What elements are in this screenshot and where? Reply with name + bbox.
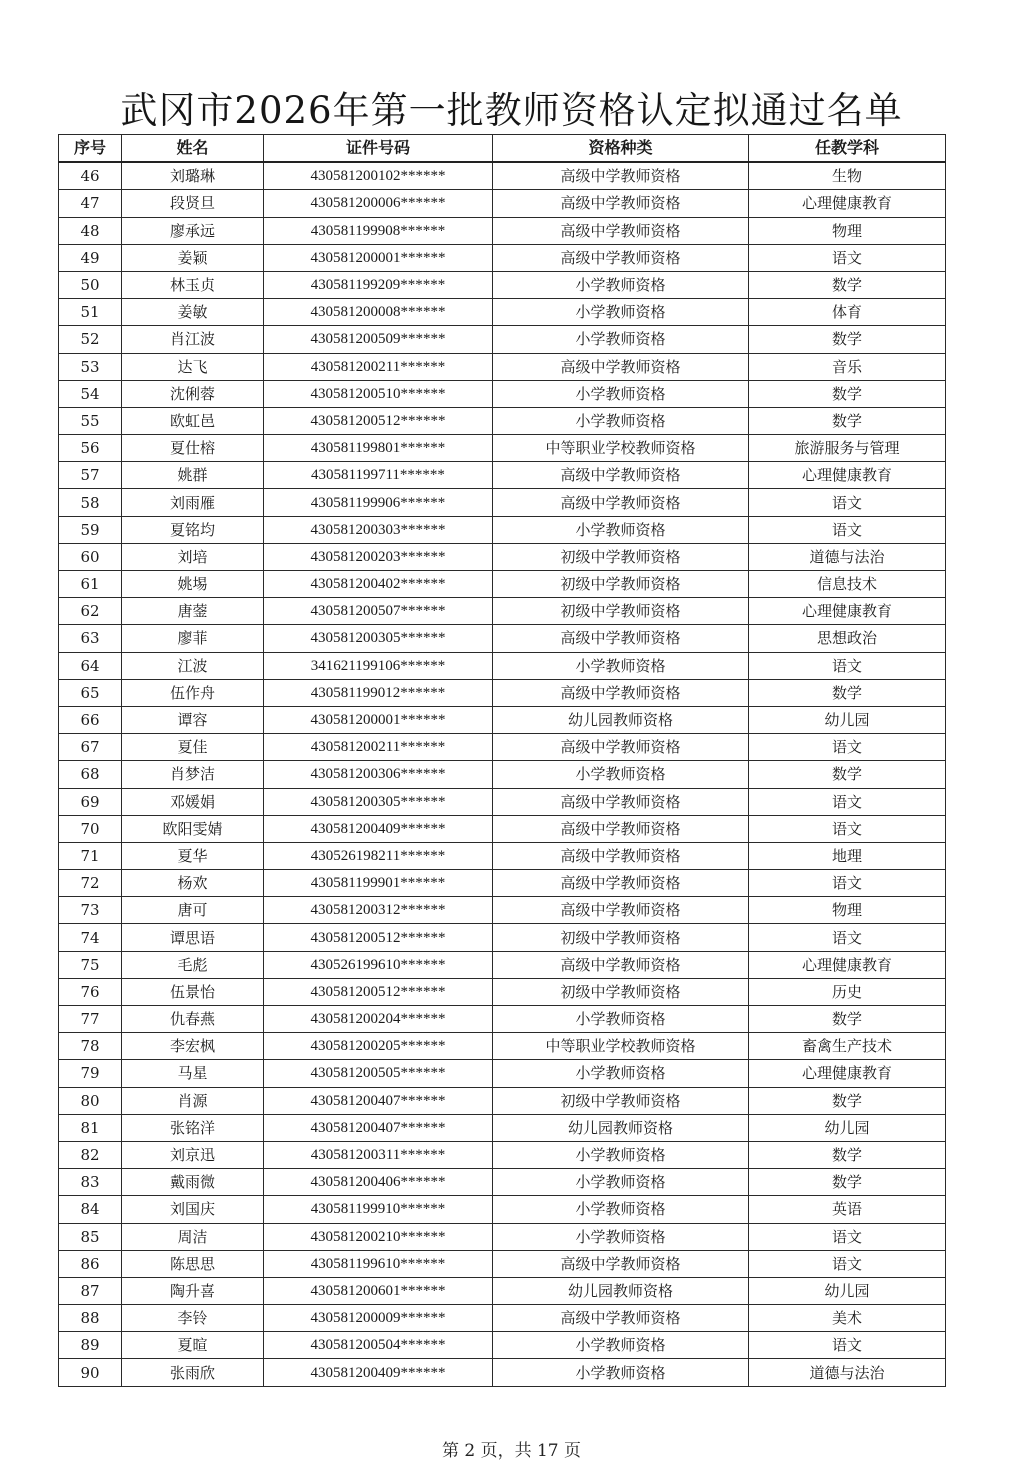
table-row [59,788,946,815]
name-cell: 姜颖 [122,244,264,271]
table-row [59,978,946,1005]
id-number-cell: 430581200601****** [264,1277,493,1304]
qualification-cell: 高级中学教师资格 [493,815,749,842]
subject-cell: 语文 [749,734,946,761]
table-row [59,706,946,733]
table-row [59,598,946,625]
column-header-qualification: 资格种类 [493,135,749,163]
table-row [59,734,946,761]
seq-cell: 85 [59,1223,122,1250]
subject-cell: 思想政治 [749,625,946,652]
header-row [59,135,946,163]
table-row [59,299,946,326]
qualification-cell: 初级中学教师资格 [493,1087,749,1114]
id-number-cell: 430581200205****** [264,1033,493,1060]
seq-cell: 79 [59,1060,122,1087]
name-cell: 段贤旦 [122,190,264,217]
subject-cell: 数学 [749,1141,946,1168]
table-row [59,1305,946,1332]
id-number-cell: 430581200211****** [264,353,493,380]
id-number-cell: 430581200006****** [264,190,493,217]
subject-cell: 语文 [749,244,946,271]
seq-cell: 89 [59,1332,122,1359]
seq-cell: 77 [59,1006,122,1033]
qualification-cell: 小学教师资格 [493,326,749,353]
id-number-cell: 430581200504****** [264,1332,493,1359]
seq-cell: 60 [59,543,122,570]
name-cell: 邓媛娟 [122,788,264,815]
seq-cell: 65 [59,679,122,706]
id-number-cell: 430581200306****** [264,761,493,788]
subject-cell: 幼儿园 [749,1114,946,1141]
subject-cell: 数学 [749,271,946,298]
qualification-cell: 小学教师资格 [493,1359,749,1386]
subject-cell: 数学 [749,1006,946,1033]
id-number-cell: 430581200009****** [264,1305,493,1332]
table-row [59,162,946,190]
name-cell: 肖江波 [122,326,264,353]
table-row [59,1196,946,1223]
table-row [59,462,946,489]
seq-cell: 64 [59,652,122,679]
name-cell: 张雨欣 [122,1359,264,1386]
qualification-cell: 小学教师资格 [493,1169,749,1196]
name-cell: 欧虹邑 [122,407,264,434]
name-cell: 欧阳雯婧 [122,815,264,842]
seq-cell: 47 [59,190,122,217]
seq-cell: 86 [59,1250,122,1277]
column-header-subject: 任教学科 [749,135,946,163]
subject-cell: 语文 [749,1223,946,1250]
table-row [59,1250,946,1277]
subject-cell: 语文 [749,516,946,543]
seq-cell: 71 [59,842,122,869]
name-cell: 刘国庆 [122,1196,264,1223]
table-row [59,679,946,706]
name-cell: 仇春燕 [122,1006,264,1033]
id-number-cell: 430581200102****** [264,162,493,190]
table-row [59,761,946,788]
subject-cell: 信息技术 [749,571,946,598]
table-row [59,652,946,679]
table-row [59,190,946,217]
qualification-cell: 小学教师资格 [493,407,749,434]
seq-cell: 72 [59,870,122,897]
seq-cell: 67 [59,734,122,761]
id-number-cell: 430581200001****** [264,706,493,733]
table-row [59,571,946,598]
qualification-cell: 高级中学教师资格 [493,162,749,190]
seq-cell: 68 [59,761,122,788]
seq-cell: 81 [59,1114,122,1141]
table-row [59,1087,946,1114]
id-number-cell: 430581200001****** [264,244,493,271]
name-cell: 唐蓥 [122,598,264,625]
id-number-cell: 430581200402****** [264,571,493,598]
name-cell: 肖源 [122,1087,264,1114]
qualification-cell: 初级中学教师资格 [493,571,749,598]
table-row [59,870,946,897]
seq-cell: 82 [59,1141,122,1168]
name-cell: 李铃 [122,1305,264,1332]
seq-cell: 51 [59,299,122,326]
subject-cell: 英语 [749,1196,946,1223]
table-row [59,244,946,271]
subject-cell: 历史 [749,978,946,1005]
qualification-cell: 高级中学教师资格 [493,217,749,244]
subject-cell: 物理 [749,217,946,244]
seq-cell: 66 [59,706,122,733]
id-number-cell: 430581200305****** [264,625,493,652]
qualification-cell: 高级中学教师资格 [493,951,749,978]
page-footer: 第 2 页，共 17 页 [441,1441,582,1461]
id-number-cell: 341621199106****** [264,652,493,679]
id-number-cell: 430581199908****** [264,217,493,244]
seq-cell: 74 [59,924,122,951]
table-row [59,407,946,434]
table-row [59,1223,946,1250]
id-number-cell: 430581200305****** [264,788,493,815]
subject-cell: 幼儿园 [749,1277,946,1304]
id-number-cell: 430526198211****** [264,842,493,869]
name-cell: 姜敏 [122,299,264,326]
name-cell: 陈思思 [122,1250,264,1277]
seq-cell: 58 [59,489,122,516]
qualification-cell: 中等职业学校教师资格 [493,1033,749,1060]
seq-cell: 62 [59,598,122,625]
id-number-cell: 430581200510****** [264,380,493,407]
subject-cell: 数学 [749,761,946,788]
subject-cell: 幼儿园 [749,706,946,733]
subject-cell: 语文 [749,652,946,679]
qualification-cell: 小学教师资格 [493,1332,749,1359]
name-cell: 肖梦洁 [122,761,264,788]
qualification-cell: 高级中学教师资格 [493,462,749,489]
name-cell: 陶升喜 [122,1277,264,1304]
id-number-cell: 430581200406****** [264,1169,493,1196]
id-number-cell: 430581200512****** [264,407,493,434]
name-cell: 姚群 [122,462,264,489]
page-title: 武冈市2026年第一批教师资格认定拟通过名单 [120,89,903,132]
qualification-cell: 幼儿园教师资格 [493,1277,749,1304]
name-cell: 廖菲 [122,625,264,652]
seq-cell: 76 [59,978,122,1005]
id-number-cell: 430581199901****** [264,870,493,897]
id-number-cell: 430581199209****** [264,271,493,298]
name-cell: 伍景怡 [122,978,264,1005]
name-cell: 林玉贞 [122,271,264,298]
name-cell: 沈俐蓉 [122,380,264,407]
table-row [59,543,946,570]
seq-cell: 46 [59,162,122,190]
subject-cell: 音乐 [749,353,946,380]
name-cell: 毛彪 [122,951,264,978]
qualification-cell: 小学教师资格 [493,1196,749,1223]
seq-cell: 87 [59,1277,122,1304]
qualification-cell: 小学教师资格 [493,1141,749,1168]
table-row [59,815,946,842]
name-cell: 刘京迅 [122,1141,264,1168]
table-row [59,1359,946,1386]
seq-cell: 83 [59,1169,122,1196]
subject-cell: 旅游服务与管理 [749,435,946,462]
name-cell: 谭容 [122,706,264,733]
table-row [59,489,946,516]
id-number-cell: 430581200303****** [264,516,493,543]
subject-cell: 畜禽生产技术 [749,1033,946,1060]
name-cell: 刘雨雁 [122,489,264,516]
qualification-cell: 中等职业学校教师资格 [493,435,749,462]
seq-cell: 63 [59,625,122,652]
qualification-cell: 高级中学教师资格 [493,353,749,380]
roster-body [59,162,946,1386]
seq-cell: 49 [59,244,122,271]
subject-cell: 数学 [749,407,946,434]
subject-cell: 语文 [749,1332,946,1359]
subject-cell: 心理健康教育 [749,598,946,625]
id-number-cell: 430581199910****** [264,1196,493,1223]
qualification-cell: 初级中学教师资格 [493,598,749,625]
subject-cell: 语文 [749,924,946,951]
table-row [59,1169,946,1196]
qualification-cell: 高级中学教师资格 [493,190,749,217]
qualification-cell: 高级中学教师资格 [493,897,749,924]
name-cell: 张铭洋 [122,1114,264,1141]
table-row [59,1332,946,1359]
name-cell: 夏铭均 [122,516,264,543]
table-row [59,271,946,298]
subject-cell: 美术 [749,1305,946,1332]
seq-cell: 53 [59,353,122,380]
subject-cell: 心理健康教育 [749,951,946,978]
seq-cell: 90 [59,1359,122,1386]
seq-cell: 57 [59,462,122,489]
qualification-cell: 幼儿园教师资格 [493,706,749,733]
id-number-cell: 430581200204****** [264,1006,493,1033]
subject-cell: 语文 [749,870,946,897]
table-row [59,1060,946,1087]
seq-cell: 52 [59,326,122,353]
column-header-seq: 序号 [59,135,122,163]
id-number-cell: 430581199610****** [264,1250,493,1277]
table-row [59,326,946,353]
name-cell: 刘培 [122,543,264,570]
seq-cell: 75 [59,951,122,978]
seq-cell: 84 [59,1196,122,1223]
id-number-cell: 430581200509****** [264,326,493,353]
seq-cell: 54 [59,380,122,407]
id-number-cell: 430581199711****** [264,462,493,489]
qualification-cell: 小学教师资格 [493,1060,749,1087]
seq-cell: 61 [59,571,122,598]
seq-cell: 56 [59,435,122,462]
subject-cell: 数学 [749,326,946,353]
name-cell: 夏华 [122,842,264,869]
id-number-cell: 430581200409****** [264,1359,493,1386]
seq-cell: 73 [59,897,122,924]
seq-cell: 70 [59,815,122,842]
id-number-cell: 430581200409****** [264,815,493,842]
subject-cell: 物理 [749,897,946,924]
column-header-id-number: 证件号码 [264,135,493,163]
name-cell: 马星 [122,1060,264,1087]
seq-cell: 50 [59,271,122,298]
qualification-cell: 小学教师资格 [493,1223,749,1250]
roster-header [59,135,946,163]
table-row [59,380,946,407]
name-cell: 江波 [122,652,264,679]
name-cell: 周洁 [122,1223,264,1250]
table-row [59,1114,946,1141]
id-number-cell: 430581200505****** [264,1060,493,1087]
column-header-name: 姓名 [122,135,264,163]
qualification-cell: 高级中学教师资格 [493,625,749,652]
qualification-cell: 初级中学教师资格 [493,924,749,951]
table-row [59,924,946,951]
table-row [59,516,946,543]
table-row [59,217,946,244]
subject-cell: 数学 [749,1169,946,1196]
id-number-cell: 430581200407****** [264,1087,493,1114]
table-row [59,435,946,462]
qualification-cell: 小学教师资格 [493,299,749,326]
id-number-cell: 430581200312****** [264,897,493,924]
qualification-cell: 高级中学教师资格 [493,679,749,706]
qualification-cell: 小学教师资格 [493,652,749,679]
table-row [59,625,946,652]
table-row [59,1006,946,1033]
seq-cell: 59 [59,516,122,543]
id-number-cell: 430581200512****** [264,978,493,1005]
id-number-cell: 430581200203****** [264,543,493,570]
qualification-cell: 小学教师资格 [493,271,749,298]
qualification-cell: 高级中学教师资格 [493,1250,749,1277]
name-cell: 廖承远 [122,217,264,244]
qualification-cell: 小学教师资格 [493,1006,749,1033]
id-number-cell: 430581200311****** [264,1141,493,1168]
subject-cell: 道德与法治 [749,543,946,570]
subject-cell: 语文 [749,815,946,842]
qualification-cell: 幼儿园教师资格 [493,1114,749,1141]
roster-table [58,134,946,1387]
seq-cell: 88 [59,1305,122,1332]
subject-cell: 心理健康教育 [749,190,946,217]
subject-cell: 语文 [749,788,946,815]
table-row [59,353,946,380]
name-cell: 唐可 [122,897,264,924]
qualification-cell: 小学教师资格 [493,380,749,407]
qualification-cell: 高级中学教师资格 [493,870,749,897]
seq-cell: 55 [59,407,122,434]
qualification-cell: 高级中学教师资格 [493,1305,749,1332]
subject-cell: 道德与法治 [749,1359,946,1386]
table-row [59,1033,946,1060]
table-row [59,1277,946,1304]
subject-cell: 心理健康教育 [749,1060,946,1087]
name-cell: 夏仕榕 [122,435,264,462]
id-number-cell: 430526199610****** [264,951,493,978]
qualification-cell: 高级中学教师资格 [493,788,749,815]
table-row [59,1141,946,1168]
qualification-cell: 高级中学教师资格 [493,489,749,516]
name-cell: 戴雨微 [122,1169,264,1196]
id-number-cell: 430581200008****** [264,299,493,326]
name-cell: 谭思语 [122,924,264,951]
qualification-cell: 小学教师资格 [493,516,749,543]
id-number-cell: 430581200407****** [264,1114,493,1141]
qualification-cell: 初级中学教师资格 [493,543,749,570]
name-cell: 李宏枫 [122,1033,264,1060]
subject-cell: 体育 [749,299,946,326]
id-number-cell: 430581199012****** [264,679,493,706]
name-cell: 达飞 [122,353,264,380]
seq-cell: 80 [59,1087,122,1114]
subject-cell: 语文 [749,1250,946,1277]
qualification-cell: 高级中学教师资格 [493,842,749,869]
name-cell: 刘璐琳 [122,162,264,190]
qualification-cell: 高级中学教师资格 [493,734,749,761]
qualification-cell: 初级中学教师资格 [493,978,749,1005]
seq-cell: 78 [59,1033,122,1060]
subject-cell: 数学 [749,1087,946,1114]
id-number-cell: 430581200512****** [264,924,493,951]
subject-cell: 地理 [749,842,946,869]
table-row [59,951,946,978]
subject-cell: 数学 [749,679,946,706]
subject-cell: 生物 [749,162,946,190]
id-number-cell: 430581200210****** [264,1223,493,1250]
qualification-cell: 高级中学教师资格 [493,244,749,271]
id-number-cell: 430581199906****** [264,489,493,516]
id-number-cell: 430581199801****** [264,435,493,462]
seq-cell: 48 [59,217,122,244]
name-cell: 伍作舟 [122,679,264,706]
table-row [59,897,946,924]
qualification-cell: 小学教师资格 [493,761,749,788]
table-row [59,842,946,869]
id-number-cell: 430581200507****** [264,598,493,625]
name-cell: 杨欢 [122,870,264,897]
name-cell: 夏佳 [122,734,264,761]
name-cell: 姚埸 [122,571,264,598]
subject-cell: 心理健康教育 [749,462,946,489]
name-cell: 夏暄 [122,1332,264,1359]
id-number-cell: 430581200211****** [264,734,493,761]
subject-cell: 语文 [749,489,946,516]
subject-cell: 数学 [749,380,946,407]
seq-cell: 69 [59,788,122,815]
